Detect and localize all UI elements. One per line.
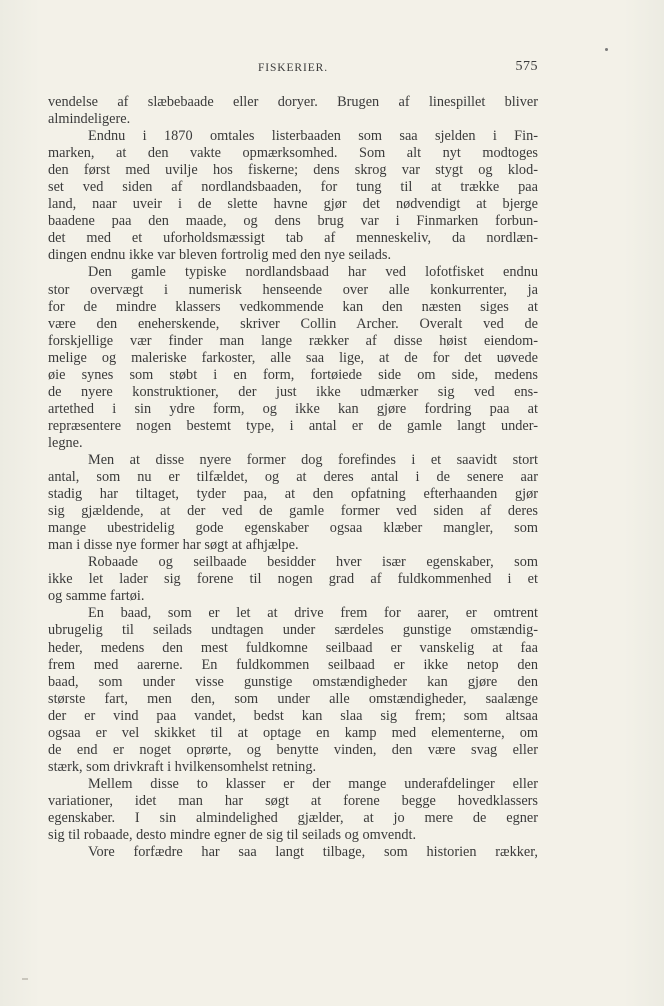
text-line: de end er noget oprørte, og benytte vinden, den være svag eller — [48, 741, 538, 758]
text-line: frem med aarerne. En fuldkommen seilbaad er ikke netop den — [48, 656, 538, 673]
text-line: for de mindre klassers vedkommende kan den næsten siges at — [48, 298, 538, 315]
text-line: heder, medens den mest fuldkomne seilbaad er vanskelig at faa — [48, 639, 538, 656]
text-line: vendelse af slæbebaade eller doryer. Brugen af linespillet bliver — [48, 94, 538, 110]
text-line: melige og maleriske farkoster, alle saa lige, at de for det uøvede — [48, 349, 538, 366]
text-line: sig gjældende, at der ved de gamle former ved siden af deres — [48, 503, 538, 520]
text-line: ikke let lader sig forene til nogen grad af fuldkommenhed i et — [48, 571, 538, 588]
text-line: set ved siden af nordlandsbaaden, for tung til at trække paa — [48, 179, 538, 196]
text-line: der er vind paa vandet, bedst kan slaa sig frem; som altsaa — [48, 707, 538, 724]
page-number: 575 — [515, 59, 538, 74]
text-line: mange ubestridelig gode egenskaber ogsaa klæber mangler, som — [48, 520, 538, 537]
text-line: stor overvægt i numerisk henseende over alle konkurrenter, ja — [48, 281, 538, 298]
text-line: repræsentere nogen bestemt type, i antal er de gamle langt under- — [48, 417, 538, 434]
text-line: de nyere konstruktioner, der just ikke udmærker sig ved ens- — [48, 383, 538, 400]
text-line: og samme fartøi. — [48, 588, 145, 605]
text-line: almindeligere. — [48, 111, 131, 128]
text-line: forskjellige vær finder man lange rækker af disse høist eiendom- — [48, 332, 538, 349]
page-smudge — [22, 978, 28, 980]
text-line: marken, at den vakte opmærksomhed. Som alt nyt modtoges — [48, 145, 538, 162]
text-line: dingen endnu ikke var bleven fortrolig med den nye seilads. — [48, 247, 392, 264]
text-line: det med et uforholdsmæssigt tab af menneskeliv, da nordlæn- — [48, 230, 538, 247]
page-header — [48, 58, 538, 80]
text-line: ogsaa er vel skikket til at optage en kamp med elementerne, om — [48, 724, 538, 741]
text-line: egenskaber. I sin almindelighed gjælder, at jo mere de egner — [48, 809, 538, 826]
text-line: baadene paa den maade, og dens brug var i Finmarken forbun- — [48, 213, 538, 230]
text-line: man i disse nye former har søgt at afhjælpe. — [48, 537, 299, 554]
text-line: Men at disse nyere former dog forefindes i et saavidt stort — [88, 451, 538, 468]
text-line: Endnu i 1870 omtales listerbaaden som saa sjelden i Fin- — [88, 128, 538, 145]
text-line: artethed i sin ydre form, og ikke kan gjøre fordring paa at — [48, 400, 538, 417]
text-line: legne. — [48, 434, 83, 451]
text-line: være den eneherskende, skriver Collin Archer. Overalt ved de — [48, 315, 538, 332]
text-line: øie synes som støbt i en form, fortøiede side om side, medens — [48, 366, 538, 383]
text-line: sig til robaade, desto mindre egner de sig til seilads og omvendt. — [48, 827, 417, 844]
text-line: variationer, idet man har søgt at forene begge hovedklassers — [48, 792, 538, 809]
text-line: stærk, som drivkraft i hvilkensomhelst retning. — [48, 758, 317, 775]
text-line: baad, som under visse gunstige omstændigheder kan gjøre den — [48, 673, 538, 690]
text-line: En baad, som er let at drive frem for aarer, er omtrent — [88, 605, 538, 622]
text-line: Robaade og seilbaade besidder hver især egenskaber, som — [88, 554, 538, 571]
text-line: Vore forfædre har saa langt tilbage, som historien rækker, — [88, 844, 538, 861]
text-line: ubrugelig til seilads undtagen under særdeles gunstige omstændig- — [48, 622, 538, 639]
text-line: antal, som nu er tilfældet, og at deres antal i de senere aar — [48, 469, 538, 486]
text-line: land, naar uveir i de slette havne gjør det nødvendigt at bjerge — [48, 196, 538, 213]
text-line: den først med uvilje hos fiskerne; dens skrog var stygt og klod- — [48, 162, 538, 179]
text-line: stadig har tiltaget, tyder paa, at den opfatning efterhaanden gjør — [48, 486, 538, 503]
text-line: største fart, men den, som under alle omstændigheder, saalænge — [48, 690, 538, 707]
body-text — [48, 94, 538, 861]
print-speck — [605, 48, 608, 51]
text-line: Mellem disse to klasser er der mange underafdelinger eller — [88, 775, 538, 792]
running-head: FISKERIER. — [257, 62, 329, 74]
text-line: Den gamle typiske nordlandsbaad har ved lofotfisket endnu — [88, 264, 538, 281]
